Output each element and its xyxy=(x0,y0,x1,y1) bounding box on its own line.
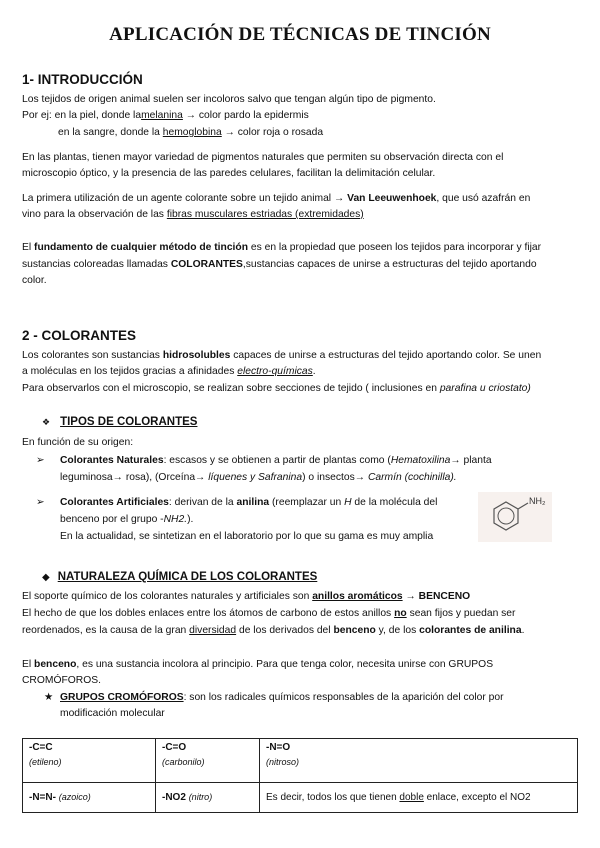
table-cell: Es decir, todos los que tienen doble enlace, excepto el NO2 xyxy=(260,783,578,813)
diamond-bullet-icon: ◆ xyxy=(42,572,50,583)
term-electro-quimicas: electro-químicas xyxy=(237,366,313,377)
aniline-molecule-diagram xyxy=(478,492,552,542)
term-anillos-aromaticos: anillos aromáticos xyxy=(312,591,403,602)
term-melanina: melanina xyxy=(141,110,183,121)
page-title: APLICACIÓN DE TÉCNICAS DE TINCIÓN xyxy=(109,24,491,45)
naturaleza-line1: El soporte químico de los colorantes naturales y artificiales son anillos aromáticos → BENCENO xyxy=(22,591,471,602)
nh2-label: NH₂ xyxy=(529,496,546,506)
arrow-bullet-icon: ➢ xyxy=(36,497,45,508)
history-paragraph-line1: La primera utilización de un agente colorante sobre un tejido animal → Van Leeuwenhoek, que usó azafrán en xyxy=(22,193,531,204)
term-hidrosolubles: hidrosolubles xyxy=(162,350,231,361)
subheading-tipos: ❖ TIPOS DE COLORANTES xyxy=(42,416,198,428)
fundamento-paragraph-line3: color. xyxy=(22,275,47,286)
naturales-line1: Colorantes Naturales: escasos y se obtienen a partir de plantas como (Hematoxilina→ planta xyxy=(60,455,492,466)
term-fibras-musculares: fibras musculares estriadas (extremidades) xyxy=(166,209,364,220)
term-hemoglobina: hemoglobina xyxy=(162,127,222,138)
section-heading-colorantes: 2 - COLORANTES xyxy=(22,328,137,343)
table-cell: -N=O (nitroso) xyxy=(260,739,578,783)
arrow-bullet-icon: ➢ xyxy=(36,455,45,466)
term-colorantes-naturales: Colorantes Naturales xyxy=(60,455,164,466)
example-line-skin: Por ej: en la piel, donde lamelanina → color pardo la epidermis xyxy=(22,110,309,121)
cromoforos-line1: GRUPOS CROMÓFOROS: son los radicales químicos responsables de la aparición del color por xyxy=(60,692,504,703)
example-line-blood: en la sangre, donde la hemoglobina → color roja o rosada xyxy=(58,127,324,138)
table-cell: -NO2 (nitro) xyxy=(156,783,260,813)
table-cell: -C=O (carbonilo) xyxy=(156,739,260,783)
plants-paragraph-line1: En las plantas, tienen mayor variedad de pigmentos naturales que permiten su observación directa con el xyxy=(22,152,504,163)
term-van-leeuwenhoek: Van Leeuwenhoek xyxy=(347,193,437,204)
tipos-intro: En función de su origen: xyxy=(22,437,134,448)
table-cell: -N=N- (azoico) xyxy=(23,783,156,813)
benceno-line1: El benceno, es una sustancia incolora al principio. Para que tenga color, necesita unirse con GRUPOS xyxy=(22,659,494,670)
intro-paragraph: Los tejidos de origen animal suelen ser incoloros salvo que tengan algún tipo de pigmento. xyxy=(22,94,436,105)
section-heading-introduccion: 1- INTRODUCCIÓN xyxy=(22,72,143,87)
naturaleza-line3: reordenados, es la causa de la gran diversidad de los derivados del benceno y, de los colorantes de anilina. xyxy=(22,625,525,636)
star-bullet-icon: ★ xyxy=(44,692,54,703)
term-colorantes: COLORANTES xyxy=(170,259,243,270)
diamond-bullet-icon: ❖ xyxy=(42,417,51,427)
history-paragraph-line2: vino para la observación de las fibras musculares estriadas (extremidades) xyxy=(22,209,364,220)
artificiales-line3: En la actualidad, se sintetizan en el laboratorio por lo que su gama es muy amplia xyxy=(60,531,434,542)
artificiales-line2: benceno por el grupo -NH2.). xyxy=(60,514,194,525)
plants-paragraph-line2: microscopio óptico, y la presencia de las paredes celulares, facilitan la delimitación celular. xyxy=(22,168,436,179)
microscopio-paragraph: Para observarlos con el microscopio, se realizan sobre secciones de tejido ( inclusiones en parafina u criostato) xyxy=(22,383,531,394)
term-colorantes-artificiales: Colorantes Artificiales xyxy=(60,497,169,508)
table-row xyxy=(23,739,578,783)
term-fundamento: fundamento de cualquier método de tinción xyxy=(34,242,248,253)
naturaleza-line2: El hecho de que los dobles enlaces entre los átomos de carbono de estos anillos no sean fijos y puedan ser xyxy=(22,608,516,619)
naturales-line2: leguminosa→ rosa), (Orceína→ líquenes y Safranina) o insectos→ Carmín (cochinilla). xyxy=(60,472,457,483)
benceno-line2: CROMÓFOROS. xyxy=(22,675,101,686)
cromoforos-table xyxy=(22,738,578,813)
cromoforos-line2: modificación molecular xyxy=(60,708,165,719)
subheading-naturaleza: ◆ NATURALEZA QUÍMICA DE LOS COLORANTES xyxy=(42,571,318,583)
term-benceno: BENCENO xyxy=(418,591,471,602)
table-cell: -C=C (etileno) xyxy=(23,739,156,783)
fundamento-paragraph-line2: sustancias coloreadas llamadas COLORANTES,sustancias capaces de unirse a estructuras del tejido aportando xyxy=(22,259,537,270)
colorantes-paragraph-line1: Los colorantes son sustancias hidrosolubles capaces de unirse a estructuras del tejido aportando color. Se unen xyxy=(22,350,542,361)
fundamento-paragraph-line1: El fundamento de cualquier método de tinción es en la propiedad que poseen los tejidos para incorporar y fijar xyxy=(22,242,542,253)
table-row xyxy=(23,783,578,813)
colorantes-paragraph-line2: a moléculas en los tejidos gracias a afinidades electro-químicas. xyxy=(22,366,316,377)
term-grupos-cromoforos: GRUPOS CROMÓFOROS xyxy=(60,692,184,703)
artificiales-line1: Colorantes Artificiales: derivan de la anilina (reemplazar un H de la molécula del xyxy=(60,497,438,508)
